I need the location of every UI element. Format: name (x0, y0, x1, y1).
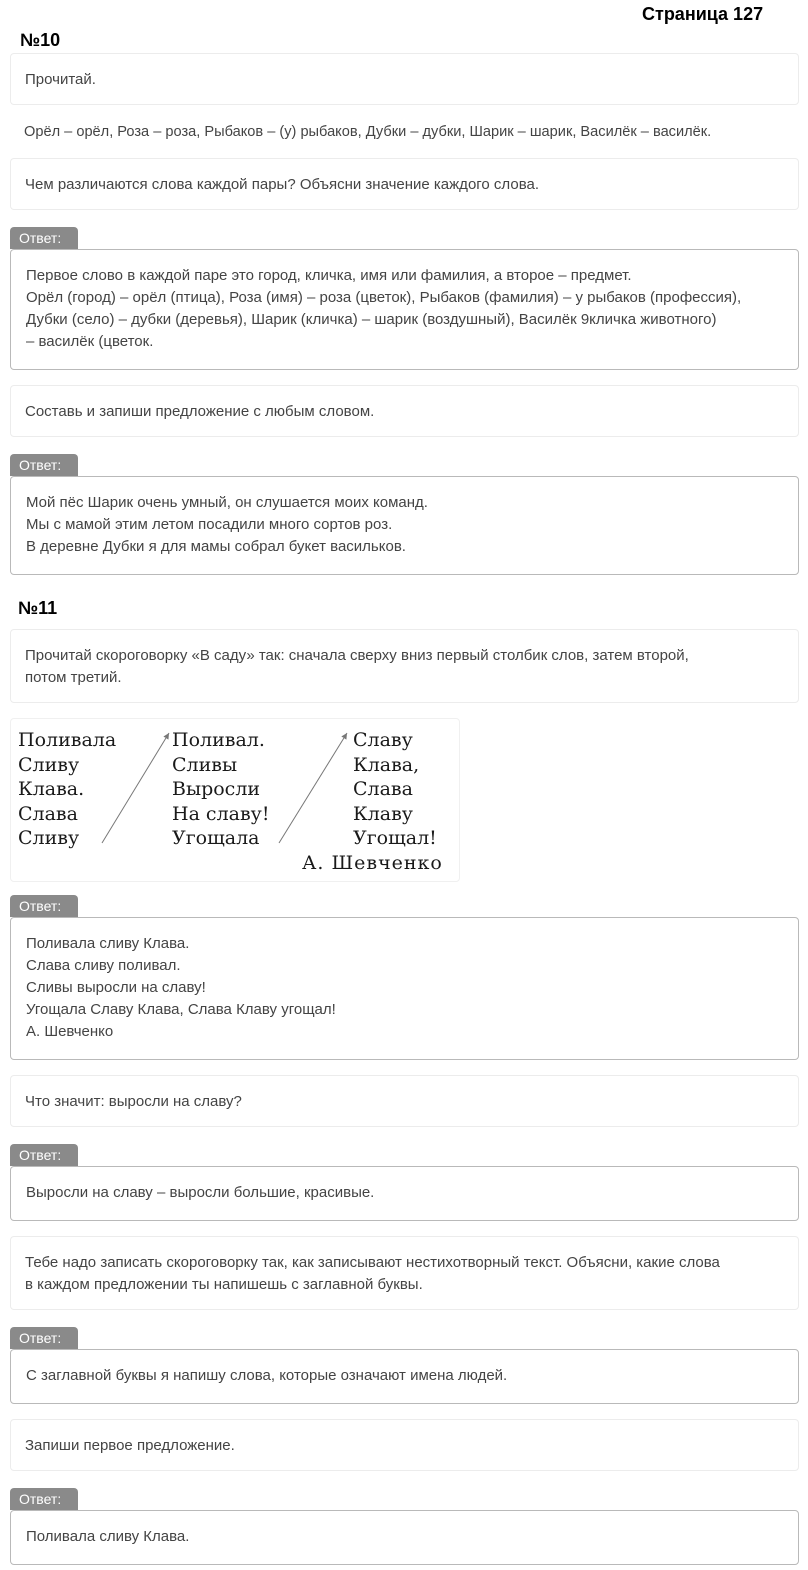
task-10-question-read (10, 53, 799, 105)
question-text: Чем различаются слова каждой пары? Объясни значение каждого слова. (25, 176, 540, 193)
question-text: Запиши первое предложение. (25, 1437, 235, 1454)
answer-line: С заглавной буквы я напишу слова, которые означают имена людей. (26, 1367, 508, 1384)
poem-word: Угощала (172, 827, 260, 849)
poem-word: Сливу (18, 827, 80, 849)
answer-label: Ответ: (10, 1488, 78, 1510)
answer-line: Мой пёс Шарик очень умный, он слушается моих команд. (26, 494, 428, 511)
question-text: Составь и запиши предложение с любым словом. (25, 403, 375, 420)
task-11-question-read (10, 629, 799, 703)
question-text: Прочитай скороговорку «В саду» так: сначала сверху вниз первый столбик слов, затем второй, (25, 647, 689, 664)
answer-line: Поливала сливу Клава. (26, 1528, 190, 1545)
answer-line: Первое слово в каждой паре это город, кличка, имя или фамилия, а второе – предмет. (26, 267, 632, 284)
arrow-col1-to-col2 (102, 733, 169, 843)
poem-author: А. Шевченко (302, 852, 443, 874)
task-10-number: №10 (20, 30, 61, 50)
task-11-answer-meaning (10, 1166, 799, 1221)
task-11-answer-poem (10, 917, 799, 1060)
task-11-answer-capitals (10, 1349, 799, 1404)
task-10-answer-sentence (10, 476, 799, 575)
poem-word: Выросли (172, 778, 261, 800)
answer-line: Орёл (город) – орёл (птица), Роза (имя) – роза (цветок), Рыбаков (фамилия) – у рыбаков (профессия), (26, 289, 742, 306)
poem-word: Поливал. (172, 729, 265, 751)
page-title: Страница 127 (642, 4, 764, 24)
question-text: Тебе надо записать скороговорку так, как записывают нестихотворный текст. Объясни, какие слова (25, 1254, 720, 1271)
task-11-question-capitals (10, 1236, 799, 1310)
answer-label: Ответ: (10, 1144, 78, 1166)
reading-order-arrows (11, 719, 461, 883)
answer-line: Сливы выросли на славу! (26, 979, 206, 996)
task-10-question-sentence (10, 385, 799, 437)
answer-line: – василёк (цветок. (26, 333, 154, 350)
answer-label: Ответ: (10, 895, 78, 917)
task-10-question-differences (10, 158, 799, 210)
poem-word: Сливы (172, 754, 238, 776)
answer-line: Дубки (село) – дубки (деревья), Шарик (кличка) – шарик (воздушный), Василёк 9кличка животного) (26, 311, 717, 328)
question-text: Что значит: выросли на славу? (25, 1093, 242, 1110)
answer-line: Слава сливу поливал. (26, 957, 181, 974)
answer-line: Угощала Славу Клава, Слава Клаву угощал! (26, 1001, 336, 1018)
poem-word: Сливу (18, 754, 80, 776)
question-text: потом третий. (25, 669, 122, 686)
question-text: Прочитай. (25, 71, 96, 88)
answer-label: Ответ: (10, 1327, 78, 1349)
poem-word: Угощал! (353, 827, 437, 849)
arrow-col2-to-col3 (279, 733, 347, 843)
task-10-answer-differences (10, 249, 799, 370)
answer-label: Ответ: (10, 454, 78, 476)
poem-word: Клава. (18, 778, 85, 800)
poem-word: На славу! (172, 803, 270, 825)
answer-line: А. Шевченко (26, 1023, 114, 1040)
poem-word: Славу (353, 729, 413, 751)
answer-line: Выросли на славу – выросли большие, красивые. (26, 1184, 375, 1201)
task-11-question-meaning (10, 1075, 799, 1127)
answer-line: Поливала сливу Клава. (26, 935, 190, 952)
task-11-question-first-sentence (10, 1419, 799, 1471)
question-text: в каждом предложении ты напишешь с заглавной буквы. (25, 1276, 423, 1293)
poem-word: Поливала (18, 729, 117, 751)
poem-word: Слава (353, 778, 413, 800)
answer-line: В деревне Дубки я для мамы собрал букет васильков. (26, 538, 406, 555)
poem-word: Клаву (353, 803, 413, 825)
task-11-answer-first-sentence (10, 1510, 799, 1565)
tongue-twister-poem (10, 718, 460, 882)
answer-label: Ответ: (10, 227, 78, 249)
task-10-words: Орёл – орёл, Роза – роза, Рыбаков – (у) рыбаков, Дубки – дубки, Шарик – шарик, Василёк – василёк. (24, 124, 712, 140)
answer-line: Мы с мамой этим летом посадили много сортов роз. (26, 516, 393, 533)
poem-word: Клава, (353, 754, 420, 776)
task-11-number: №11 (18, 598, 58, 618)
poem-word: Слава (18, 803, 78, 825)
